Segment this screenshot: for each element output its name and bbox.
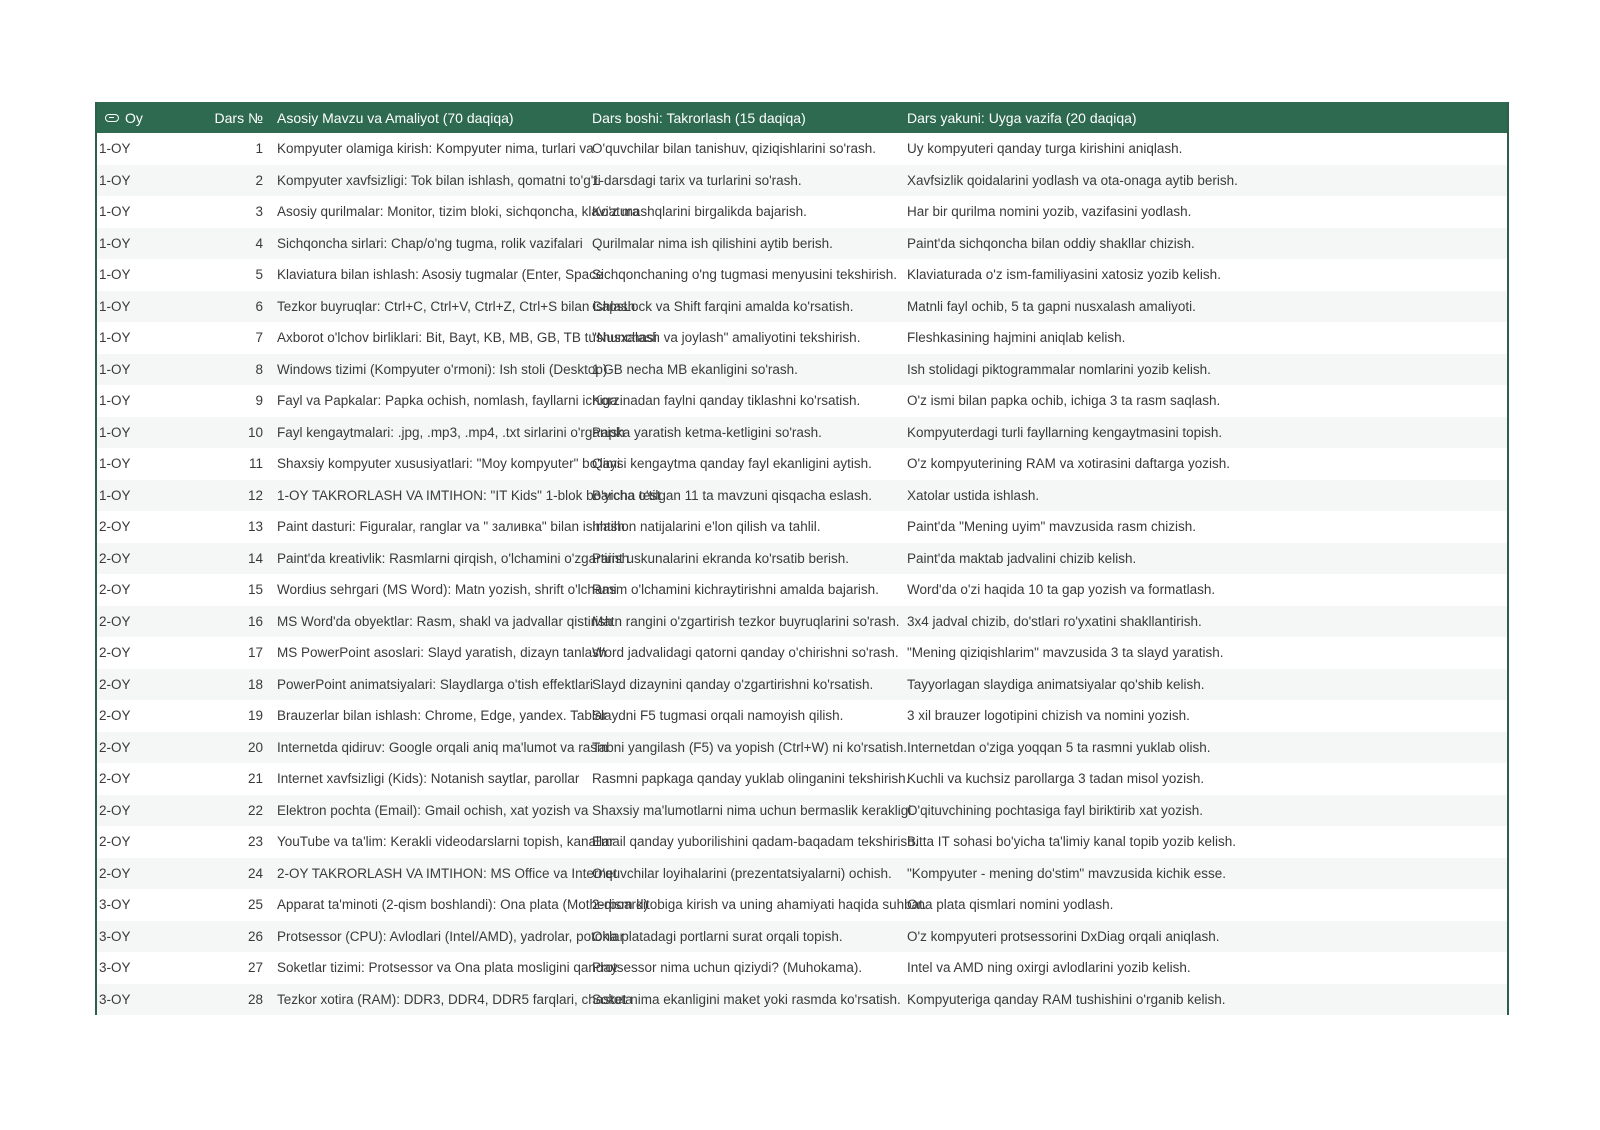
lesson-plan-table xyxy=(95,102,1509,1015)
cell-oy[interactable]: 2-OY xyxy=(99,771,131,787)
cell-lesson-end[interactable]: Ish stolidagi piktogrammalar nomlarini yozib kelish. xyxy=(907,361,1211,377)
cell-lesson-start[interactable]: Papka yaratish ketma-ketligini so'rash. xyxy=(592,424,822,440)
cell-oy[interactable]: 3-OY xyxy=(99,897,131,913)
header-oy[interactable] xyxy=(97,110,197,126)
cell-oy[interactable]: 1-OY xyxy=(99,141,131,157)
cell-oy[interactable]: 3-OY xyxy=(99,928,131,944)
table-row[interactable] xyxy=(97,196,1507,228)
cell-main-topic[interactable]: MS Word'da obyektlar: Rasm, shakl va jadvallar qistirish xyxy=(277,613,613,629)
cell-main-topic[interactable]: YouTube va ta'lim: Kerakli videodarslarni topish, kanallar xyxy=(277,834,615,850)
table-row[interactable] xyxy=(97,259,1507,291)
cell-dars-number[interactable]: 16 xyxy=(247,613,263,629)
table-row[interactable] xyxy=(97,952,1507,984)
cell-dars-number[interactable]: 14 xyxy=(247,550,263,566)
table-row[interactable] xyxy=(97,543,1507,575)
cell-main-topic[interactable]: Paint'da kreativlik: Rasmlarni qirqish, o'lchamini o'zgartirish xyxy=(277,550,630,566)
cell-oy[interactable]: 2-OY xyxy=(99,865,131,881)
cell-oy[interactable]: 1-OY xyxy=(99,235,131,251)
cell-dars-number[interactable]: 5 xyxy=(255,267,263,283)
cell-oy[interactable]: 1-OY xyxy=(99,298,131,314)
cell-lesson-end[interactable]: Har bir qurilma nomini yozib, vazifasini yodlash. xyxy=(907,204,1192,220)
cell-lesson-end[interactable]: Internetdan o'ziga yoqqan 5 ta rasmni yuklab olish. xyxy=(907,739,1211,755)
cell-oy[interactable]: 1-OY xyxy=(99,393,131,409)
cell-dars-number[interactable]: 2 xyxy=(255,172,263,188)
cell-oy[interactable]: 2-OY xyxy=(99,676,131,692)
table-row[interactable] xyxy=(97,637,1507,669)
cell-lesson-start[interactable]: Word jadvalidagi qatorni qanday o'chirishni so'rash. xyxy=(592,645,899,661)
cell-dars-number[interactable]: 27 xyxy=(247,960,263,976)
cell-main-topic[interactable]: Internetda qidiruv: Google orqali aniq ma'lumot va rasm xyxy=(277,739,609,755)
cell-dars-number[interactable]: 25 xyxy=(247,897,263,913)
cell-oy[interactable]: 2-OY xyxy=(99,582,131,598)
cell-main-topic[interactable]: Internet xavfsizligi (Kids): Notanish saytlar, parollar xyxy=(277,771,580,787)
cell-lesson-start[interactable]: Qaysi kengaytma qanday fayl ekanligini aytish. xyxy=(592,456,872,472)
cell-main-topic[interactable]: Axborot o'lchov birliklari: Bit, Bayt, KB, MB, GB, TB tushunchasi xyxy=(277,330,657,346)
cell-main-topic[interactable]: Apparat ta'minoti (2-qism boshlandi): Ona plata (Motherboard) xyxy=(277,897,649,913)
cell-dars-number[interactable]: 4 xyxy=(255,235,263,251)
cell-main-topic[interactable]: Fayl va Papkalar: Papka ochish, nomlash, fayllarni ichiga xyxy=(277,393,618,409)
cell-lesson-start[interactable]: Matn rangini o'zgartirish tezkor buyruqlarini so'rash. xyxy=(592,613,900,629)
cell-main-topic[interactable]: 2-OY TAKRORLASH VA IMTIHON: MS Office va Internet xyxy=(277,865,618,881)
cell-dars-number[interactable]: 3 xyxy=(255,204,263,220)
cell-main-topic[interactable]: Kompyuter xavfsizligi: Tok bilan ishlash, qomatni to'g'ri xyxy=(277,172,601,188)
cell-main-topic[interactable]: Windows tizimi (Kompyuter o'rmoni): Ish stoli (Desktop) xyxy=(277,361,608,377)
table-row[interactable] xyxy=(97,984,1507,1016)
cell-lesson-end[interactable]: Kompyuterdagi turli fayllarning kengaytmasini topish. xyxy=(907,424,1223,440)
cell-lesson-start[interactable]: Ona platadagi portlarni surat orqali topish. xyxy=(592,928,843,944)
cell-dars-number[interactable]: 7 xyxy=(255,330,263,346)
cell-oy[interactable]: 1-OY xyxy=(99,487,131,503)
table-row[interactable] xyxy=(97,511,1507,543)
cell-oy[interactable]: 2-OY xyxy=(99,550,131,566)
cell-lesson-start[interactable]: O'quvchilar loyihalarini (prezentatsiyalarni) ochish. xyxy=(592,865,892,881)
cell-lesson-start[interactable]: Email qanday yuborilishini qadam-baqadam tekshirish. xyxy=(592,834,919,850)
cell-lesson-start[interactable]: Korzinadan faylni qanday tiklashni ko'rsatish. xyxy=(592,393,861,409)
cell-oy[interactable]: 2-OY xyxy=(99,708,131,724)
cell-dars-number[interactable]: 10 xyxy=(247,424,263,440)
cell-dars-number[interactable]: 11 xyxy=(248,456,263,472)
cell-dars-number[interactable]: 13 xyxy=(247,519,263,535)
cell-lesson-start[interactable]: "Nusxalash va joylash" amaliyotini tekshirish. xyxy=(592,330,861,346)
cell-oy[interactable]: 1-OY xyxy=(99,204,131,220)
cell-main-topic[interactable]: Shaxsiy kompyuter xususiyatlari: "Moy kompyuter" bo'limi xyxy=(277,456,621,472)
cell-dars-number[interactable]: 12 xyxy=(247,487,263,503)
table-row[interactable] xyxy=(97,322,1507,354)
cell-lesson-end[interactable]: Kompyuteriga qanday RAM tushishini o'rganib kelish. xyxy=(907,991,1226,1007)
cell-oy[interactable]: 1-OY xyxy=(99,361,131,377)
cell-oy[interactable]: 1-OY xyxy=(99,456,131,472)
cell-dars-number[interactable]: 28 xyxy=(247,991,263,1007)
header-lesson-end[interactable]: Dars yakuni: Uyga vazifa (20 daqiqa) xyxy=(907,109,1137,126)
table-row[interactable] xyxy=(97,291,1507,323)
cell-lesson-end[interactable]: Word'da o'zi haqida 10 ta gap yozish va formatlash. xyxy=(907,582,1216,598)
table-row[interactable] xyxy=(97,228,1507,260)
cell-main-topic[interactable]: Fayl kengaytmalari: .jpg, .mp3, .mp4, .txt sirlarini o'rganish xyxy=(277,424,625,440)
cell-main-topic[interactable]: Paint dasturi: Figuralar, ranglar va " заливка" bilan ishlash xyxy=(277,519,625,535)
cell-lesson-start[interactable]: CapsLock va Shift farqini amalda ko'rsatish. xyxy=(592,298,854,314)
table-row[interactable] xyxy=(97,606,1507,638)
cell-lesson-end[interactable]: 3 xil brauzer logotipini chizish va nomini yozish. xyxy=(907,708,1190,724)
table-row[interactable] xyxy=(97,354,1507,386)
cell-lesson-start[interactable]: Rasm o'lchamini kichraytirishni amalda bajarish. xyxy=(592,582,879,598)
cell-lesson-start[interactable]: Protsessor nima uchun qiziydi? (Muhokama). xyxy=(592,960,863,976)
cell-lesson-end[interactable]: Ona plata qismlari nomini yodlash. xyxy=(907,897,1114,913)
cell-main-topic[interactable]: Brauzerlar bilan ishlash: Chrome, Edge, yandex. Tablar xyxy=(277,708,607,724)
table-row[interactable] xyxy=(97,921,1507,953)
group-toggle-icon[interactable] xyxy=(105,114,119,122)
cell-main-topic[interactable]: Elektron pochta (Email): Gmail ochish, xat yozish va xyxy=(277,802,589,818)
table-row[interactable] xyxy=(97,763,1507,795)
cell-oy[interactable]: 1-OY xyxy=(99,330,131,346)
table-header xyxy=(97,102,1507,133)
cell-lesson-end[interactable]: Matnli fayl ochib, 5 ta gapni nusxalash amaliyoti. xyxy=(907,298,1196,314)
cell-dars-number[interactable]: 6 xyxy=(255,298,263,314)
header-main-topic[interactable]: Asosiy Mavzu va Amaliyot (70 daqiqa) xyxy=(277,109,514,126)
cell-main-topic[interactable]: Wordius sehrgari (MS Word): Matn yozish, shrift o'lchami xyxy=(277,582,617,598)
header-lesson-start[interactable]: Dars boshi: Takrorlash (15 daqiqa) xyxy=(592,109,806,126)
header-oy-label: Oy xyxy=(125,109,143,126)
cell-lesson-start[interactable]: Paint uskunalarini ekranda ko'rsatib berish. xyxy=(592,550,849,566)
cell-oy[interactable]: 1-OY xyxy=(99,172,131,188)
cell-main-topic[interactable]: Klaviatura bilan ishlash: Asosiy tugmalar (Enter, Space xyxy=(277,267,604,283)
cell-lesson-end[interactable]: O'qituvchining pochtasiga fayl biriktirib xat yozish. xyxy=(907,802,1203,818)
cell-main-topic[interactable]: Asosiy qurilmalar: Monitor, tizim bloki, sichqoncha, klaviatura xyxy=(277,204,640,220)
cell-dars-number[interactable]: 23 xyxy=(247,834,263,850)
cell-dars-number[interactable]: 26 xyxy=(247,928,263,944)
table-row[interactable] xyxy=(97,448,1507,480)
cell-oy[interactable]: 3-OY xyxy=(99,960,131,976)
cell-dars-number[interactable]: 18 xyxy=(247,676,263,692)
cell-dars-number[interactable]: 8 xyxy=(255,361,263,377)
cell-lesson-start[interactable]: O'quvchilar bilan tanishuv, qiziqishlarini so'rash. xyxy=(592,141,877,157)
cell-lesson-end[interactable]: O'z kompyuteri protsessorini DxDiag orqali aniqlash. xyxy=(907,928,1220,944)
table-row[interactable] xyxy=(97,385,1507,417)
cell-main-topic[interactable]: Sichqoncha sirlari: Chap/o'ng tugma, rolik vazifalari xyxy=(277,235,583,251)
cell-lesson-start[interactable]: 1-darsdagi tarix va turlarini so'rash. xyxy=(592,172,802,188)
cell-main-topic[interactable]: Tezkor xotira (RAM): DDR3, DDR4, DDR5 farqlari, chastota xyxy=(277,991,633,1007)
cell-lesson-end[interactable]: Intel va AMD ning oxirgi avlodlarini yozib kelish. xyxy=(907,960,1191,976)
cell-main-topic[interactable]: Kompyuter olamiga kirish: Kompyuter nima, turlari va xyxy=(277,141,594,157)
cell-dars-number[interactable]: 9 xyxy=(255,393,263,409)
cell-dars-number[interactable]: 19 xyxy=(247,708,263,724)
cell-lesson-start[interactable]: Slaydni F5 tugmasi orqali namoyish qilish. xyxy=(592,708,844,724)
cell-main-topic[interactable]: Soketlar tizimi: Protsessor va Ona plata mosligini qanday xyxy=(277,960,618,976)
cell-lesson-start[interactable]: Rasmni papkaga qanday yuklab olinganini tekshirish. xyxy=(592,771,910,787)
cell-lesson-end[interactable]: Paint'da maktab jadvalini chizib kelish. xyxy=(907,550,1137,566)
cell-dars-number[interactable]: 22 xyxy=(247,802,263,818)
table-row[interactable] xyxy=(97,858,1507,890)
cell-lesson-end[interactable]: Xavfsizlik qoidalarini yodlash va ota-onaga aytib berish. xyxy=(907,172,1238,188)
cell-oy[interactable]: 2-OY xyxy=(99,802,131,818)
cell-main-topic[interactable]: 1-OY TAKRORLASH VA IMTIHON: "IT Kids" 1-blok bo'yicha test xyxy=(277,487,661,503)
cell-lesson-start[interactable]: Slayd dizaynini qanday o'zgartirishni ko'rsatish. xyxy=(592,676,874,692)
cell-main-topic[interactable]: MS PowerPoint asoslari: Slayd yaratish, dizayn tanlash xyxy=(277,645,607,661)
cell-lesson-end[interactable]: Xatolar ustida ishlash. xyxy=(907,487,1040,503)
cell-lesson-end[interactable]: Kuchli va kuchsiz parollarga 3 tadan misol yozish. xyxy=(907,771,1205,787)
cell-lesson-start[interactable]: Tabni yangilash (F5) va yopish (Ctrl+W) ni ko'rsatish. xyxy=(592,739,908,755)
cell-lesson-end[interactable]: O'z kompyuterining RAM va xotirasini daftarga yozish. xyxy=(907,456,1230,472)
cell-main-topic[interactable]: Tezkor buyruqlar: Ctrl+C, Ctrl+V, Ctrl+Z, Ctrl+S bilan ishlash xyxy=(277,298,636,314)
cell-oy[interactable]: 2-OY xyxy=(99,834,131,850)
cell-lesson-start[interactable]: Barcha o'tilgan 11 ta mavzuni qisqacha eslash. xyxy=(592,487,872,503)
table-row[interactable] xyxy=(97,417,1507,449)
table-row[interactable] xyxy=(97,669,1507,701)
table-row[interactable] xyxy=(97,889,1507,921)
cell-main-topic[interactable]: PowerPoint animatsiyalari: Slaydlarga o'tish effektlari xyxy=(277,676,593,692)
table-row[interactable] xyxy=(97,165,1507,197)
cell-lesson-end[interactable]: O'z ismi bilan papka ochib, ichiga 3 ta rasm saqlash. xyxy=(907,393,1221,409)
table-row[interactable] xyxy=(97,826,1507,858)
cell-lesson-start[interactable]: 1 GB necha MB ekanligini so'rash. xyxy=(592,361,798,377)
cell-oy[interactable]: 1-OY xyxy=(99,424,131,440)
cell-lesson-end[interactable]: Bitta IT sohasi bo'yicha ta'limiy kanal topib yozib kelish. xyxy=(907,834,1237,850)
cell-oy[interactable]: 1-OY xyxy=(99,267,131,283)
table-body xyxy=(97,133,1507,1015)
cell-oy[interactable]: 3-OY xyxy=(99,991,131,1007)
table-row[interactable] xyxy=(97,133,1507,165)
cell-lesson-end[interactable]: Paint'da "Mening uyim" mavzusida rasm chizish. xyxy=(907,519,1197,535)
cell-lesson-start[interactable]: Imtihon natijalarini e'lon qilish va tahlil. xyxy=(592,519,821,535)
cell-lesson-start[interactable]: Ko'z mashqlarini birgalikda bajarish. xyxy=(592,204,807,220)
cell-dars-number[interactable]: 24 xyxy=(247,865,263,881)
table-row[interactable] xyxy=(97,480,1507,512)
cell-dars-number[interactable]: 20 xyxy=(247,739,263,755)
header-dars-number[interactable]: Dars № xyxy=(214,109,263,126)
cell-lesson-end[interactable]: "Kompyuter - mening do'stim" mavzusida kichik esse. xyxy=(907,865,1227,881)
cell-lesson-start[interactable]: Qurilmalar nima ish qilishini aytib berish. xyxy=(592,235,833,251)
cell-lesson-end[interactable]: 3x4 jadval chizib, do'stlari ro'yxatini shakllantirish. xyxy=(907,613,1202,629)
cell-dars-number[interactable]: 15 xyxy=(247,582,263,598)
cell-lesson-end[interactable]: Paint'da sichqoncha bilan oddiy shakllar chizish. xyxy=(907,235,1195,251)
cell-oy[interactable]: 2-OY xyxy=(99,519,131,535)
table-row[interactable] xyxy=(97,732,1507,764)
cell-lesson-start[interactable]: Shaxsiy ma'lumotlarni nima uchun bermaslik kerakligi. xyxy=(592,802,915,818)
cell-lesson-start[interactable]: 2-qism kitobiga kirish va uning ahamiyati haqida suhbat. xyxy=(592,897,927,913)
cell-lesson-start[interactable]: Soket nima ekanligini maket yoki rasmda ko'rsatish. xyxy=(592,991,901,1007)
table-row[interactable] xyxy=(97,795,1507,827)
cell-main-topic[interactable]: Protsessor (CPU): Avlodlari (Intel/AMD), yadrolar, potoklar xyxy=(277,928,625,944)
cell-dars-number[interactable]: 1 xyxy=(255,141,263,157)
cell-lesson-end[interactable]: Klaviaturada o'z ism-familiyasini xatosiz yozib kelish. xyxy=(907,267,1221,283)
table-row[interactable] xyxy=(97,574,1507,606)
cell-oy[interactable]: 2-OY xyxy=(99,739,131,755)
cell-oy[interactable]: 2-OY xyxy=(99,613,131,629)
cell-lesson-end[interactable]: Tayyorlagan slaydiga animatsiyalar qo'shib kelish. xyxy=(907,676,1205,692)
cell-lesson-end[interactable]: "Mening qiziqishlarim" mavzusida 3 ta slayd yaratish. xyxy=(907,645,1224,661)
table-row[interactable] xyxy=(97,700,1507,732)
cell-lesson-start[interactable]: Sichqonchaning o'ng tugmasi menyusini tekshirish. xyxy=(592,267,897,283)
cell-lesson-end[interactable]: Fleshkasining hajmini aniqlab kelish. xyxy=(907,330,1126,346)
cell-dars-number[interactable]: 17 xyxy=(247,645,263,661)
cell-dars-number[interactable]: 21 xyxy=(247,771,263,787)
cell-oy[interactable]: 2-OY xyxy=(99,645,131,661)
cell-lesson-end[interactable]: Uy kompyuteri qanday turga kirishini aniqlash. xyxy=(907,141,1183,157)
